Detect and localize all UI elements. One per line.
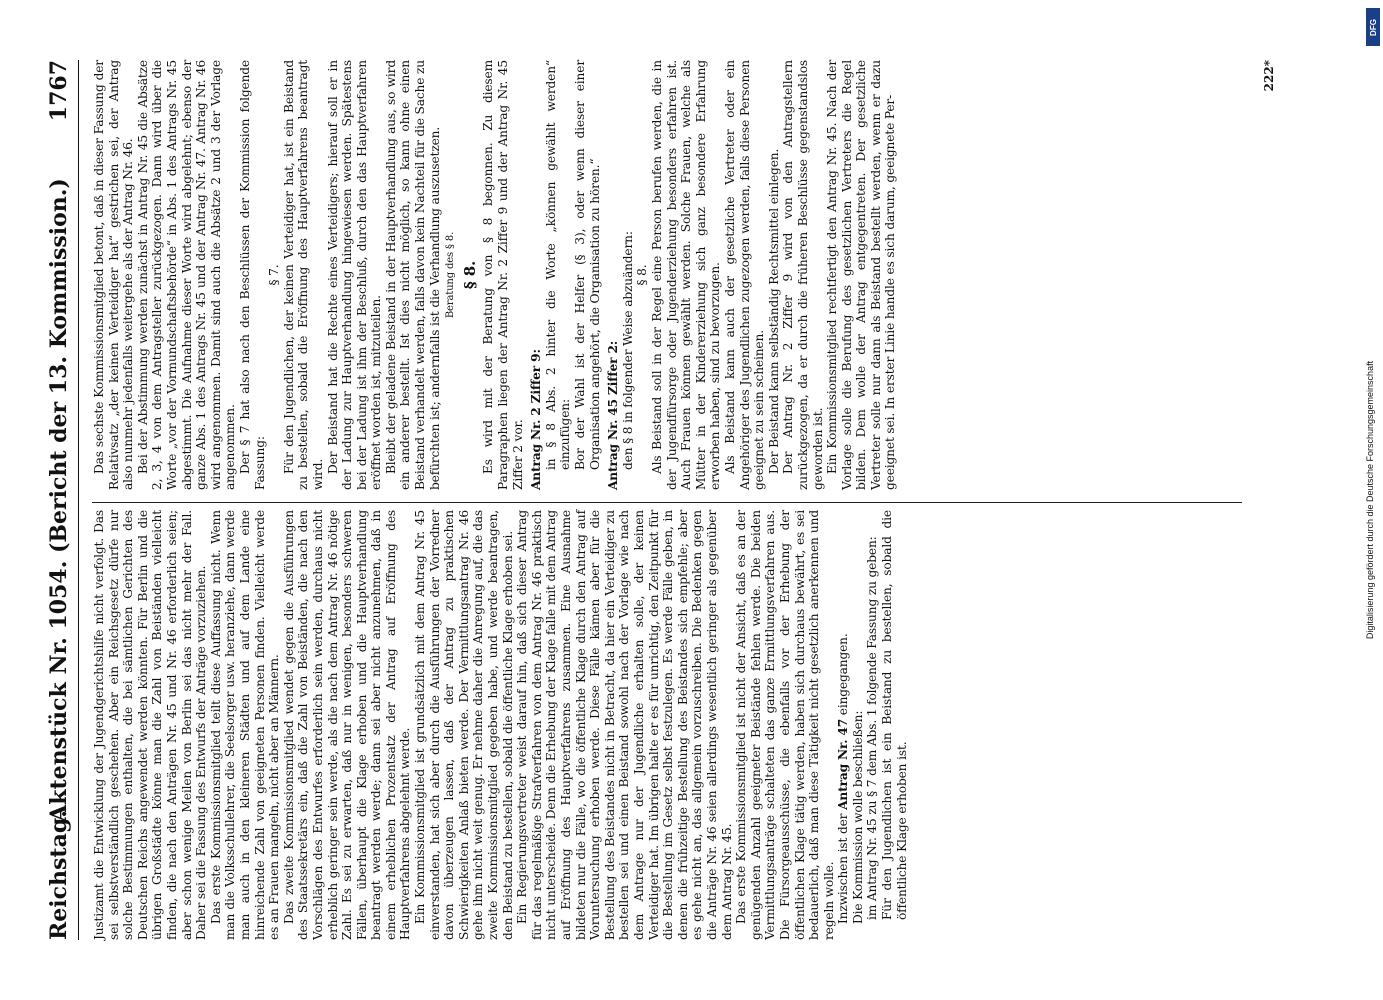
right-column (92, 60, 1262, 490)
marginal-note: Beratung des § 8. (445, 231, 457, 319)
paragraph: Für den Jugendlichen ist ein Beistand zu bestellen, sobald die öffentliche Klage erhoben ist. (880, 510, 909, 920)
paragraph: Für den Jugendlichen, der keinen Verteidiger hat, ist ein Beistand zu bestellen, sobald die Eröffnung des Hauptverfahrens beantragt wird. (281, 60, 325, 490)
paragraph: Bleibt der geladene Beistand in der Hauptverhandlung aus, so wird ein anderer bestellt. Ist dies nicht möglich, so kann ohne einen Beistand verhandelt werden, falls davon kein Nachteil für die Sache zu befürchten ist; andernfalls ist die Verhandlung auszusetzen. (383, 60, 442, 490)
text-run: Inzwischen ist der (836, 809, 851, 924)
paragraph: Bor der Wahl ist der Helfer (§ 3), oder wenn dieser einer Organisation angehört, die Organisation zu hören.“ (573, 60, 602, 470)
paragraph: Das erste Kommissionsmitglied teilt diese Auffassung nicht. Wenn man die Volksschullehrer, die Seelsorger usw. heranziehe, dann werde man auch in den kleineren Städten und auf dem Lande eine hinreichende Zahl von geeigneten Personen finden. Vielleicht werde es an Frauen mangeln, nicht aber an Männern. (208, 510, 282, 940)
paragraph: Ein Kommissionsmitglied ist grundsätzlich mit dem Antrag Nr. 45 einverstanden, hat sich aber durch die Ausführungen der Vorredner davon überzeugen lassen, daß der Antrag zu praktischen Schwierigkeiten Anlaß bieten werde. Der Vermittlungsantrag Nr. 46 gehe ihm nicht weit genug. Er nehme daher die Anregung auf, die das zweite Kommissionsmitglied gegeben habe, und werde beantragen, den Beistand zu bestellen, sobald die öffentliche Klage erhoben sei. (413, 510, 515, 940)
paragraph: Der Beistand hat die Rechte eines Verteidigers; hierauf soll er in der Ladung zur Hauptverhandlung hingewiesen werden. Spätestens bei der Ladung ist ihm der Beschluß, durch den das Hauptverfahren eröffnet worden ist, mitzuteilen. (325, 60, 384, 490)
motion-heading: Antrag Nr. 45 Ziffer 2: (606, 340, 621, 490)
page-header (40, 60, 79, 940)
section-label: § 8. (635, 264, 650, 286)
paragraph: Justizamt die Entwicklung der Jugendgerichtshilfe nicht verfolgt. Das sei selbstverständlich geschehen. Aber ein Reichsgesetz dürfe nur solche Bestimmungen enthalten, die bei sämtlichen Gerichten des Deutschen Reichs angewendet werden könnten. Für Berlin und die übrigen Großstädte könne man die Zahl von Beiständen vielleicht finden, die nach den Anträgen Nr. 45 und Nr. 46 erforderlich seien; aber schon wenige Meilen von Berlin sei das nicht mehr der Fall. Daher sei die Fassung des Entwurfs der Anträge vorzuziehen. (92, 510, 209, 940)
paragraph: Das sechste Kommissionsmitglied betont, daß in dieser Fassung der Relativsatz „der keinen Verteidiger hat“ gestrichen sei, der Antrag also nunmehr jedenfalls weitergehe als der Antrag Nr. 46. (92, 60, 136, 490)
section-label: § 7. (267, 264, 282, 286)
paragraph: Der Antrag Nr. 2 Ziffer 9 wird von den Antragstellern zurückgezogen, da er durch die früheren Beschlüsse gegenstandslos geworden ist. (781, 60, 825, 490)
paragraph: Als Beistand soll in der Regel eine Person berufen werden, die in der Jugendfürsorge oder Jugenderziehung besonders erfahren ist. Auch Frauen können gewählt werden. Solche Frauen, welche als Mütter in der Kindererziehung sich ganz besondere Erfahrung erworben haben, sind zu bevorzugen. (649, 60, 723, 490)
paragraph: Das erste Kommissionsmitglied ist nicht der Ansicht, daß es an der genügenden Anzahl geeigneter Beistände fehlen werde. Die beiden Vermittlungsanträge schalteten das ganze Ermittlungsverfahren aus. Die Fürsorgeausschüsse, die ebenfalls vor der Erhebung der öffentlichen Klage tätig werden, haben sich durchaus bewährt, es sei bedauerlich, daß man diese Tätigkeit nicht gesetzlich anerkennen und regeln wolle. (734, 510, 836, 940)
signature-mark: 222* (1262, 60, 1276, 92)
paragraph (836, 510, 851, 940)
digitization-note (1358, 10, 1382, 990)
paragraph: Ein Kommissionsmitglied rechtfertigt den Antrag Nr. 45. Nach der Vorlage solle die Berufung des gesetzlichen Vertreters die Regel bilden. Dem wolle der Antrag entgegentreten. Der gesetzliche Vertreter solle nur dann als Beistand bestellt werden, wenn er dazu geeignet sei. In erster Linie handle es sich darum, geeignete Per- (825, 60, 898, 490)
page-number: 1767 (46, 60, 72, 122)
digitization-note-text: Digitalisierung gefördert durch die Deutsche Forschungsgemeinschaft (1365, 360, 1375, 640)
left-column (92, 510, 1262, 940)
paragraph: Ein Regierungsvertreter weist darauf hin, daß sich dieser Antrag für das regelmäßige Strafverfahren von dem Antrag Nr. 46 praktisch nicht unterscheide. Denn die Erhebung der Klage falle mit dem Antrag auf Eröffnung des Hauptverfahrens zusammen. Eine Ausnahme bildeten nur die Fälle, wo die öffentliche Klage durch den Antrag auf Voruntersuchung erhoben werde. Diese Fälle kämen aber für die Bestellung des Beistandes nicht in Betracht, da hier ein Verteidiger zu bestellen sei und einen Beistand sowohl nach der Vorlage wie nach dem Antrage nur der Jugendliche erhalten solle, der keinen Verteidiger hat. Im übrigen halte er es für unrichtig, den Zeitpunkt für die Bestellung im Gesetz selbst festzulegen. Es werde Fälle geben, in denen die frühzeitige Bestellung des Beistandes sich empfehle; aber es gehe nicht an, das allgemein vorzuschreiben. Die Bedenken gegen die Anträge Nr. 46 seien allerdings wesentlich geringer als gegenüber dem Antrag Nr. 45. (515, 510, 734, 940)
section-heading: § 8. (460, 260, 479, 290)
dfg-logo-text: DFG (1368, 18, 1378, 36)
paragraph: Es wird mit der Beratung von § 8 begonnen. Zu diesem Paragraphen liegen der Antrag Nr. 2 Ziffer 9 und der Antrag Nr. 45 Ziffer 2 vor. (481, 60, 525, 490)
text-run-bold: Antrag Nr. 47 (836, 718, 851, 810)
motion-heading: Antrag Nr. 2 Ziffer 9: (529, 349, 544, 490)
text-run: eingegangen. (836, 633, 851, 719)
paragraph: Die Kommission wolle beschließen: (850, 710, 865, 924)
paragraph: Das zweite Kommissionsmitglied wendet gegen die Ausführungen des Staatssekretärs ein, daß die Zahl von Beiständen, die nach den Vorschlägen des Entwurfes erforderlich sein werden, durchaus nicht erheblich geringer sein werde, als die nach dem Antrag Nr. 46 nötige Zahl. Es sei zu erwarten, daß nur in wenigen, besonders schweren Fällen, überhaupt die Klage erhoben und die Hauptverhandlung beantragt werden werde; dann sei aber nicht anzunehmen, daß in einem erheblichen Prozentsatz der Antrag auf Eröffnung des Hauptverfahrens abgelehnt werde. (281, 510, 413, 940)
paragraph: im Antrag Nr. 45 zu § 7 dem Abs. 1 folgende Fassung zu geben: (865, 536, 880, 920)
dfg-logo (1366, 8, 1380, 46)
paragraph: Der Beistand kann selbständig Rechtsmittel einlegen. (766, 148, 781, 474)
paragraph: in § 8 Abs. 2 hinter die Worte „können gewählt werden“ einzufügen: (543, 60, 573, 470)
paragraph: Der § 7 hat also nach den Beschlüssen der Kommission folgende Fassung: (237, 60, 267, 490)
column-divider (92, 502, 1242, 503)
header-center: Aktenstück Nr. 1054. (Bericht der 13. Kommission.) (46, 178, 72, 822)
paragraph: den § 8 in folgender Weise abzuändern: (620, 231, 635, 470)
paragraph: Bei der Abstimmung werden zunächst in Antrag Nr. 45 die Absätze 2, 3, 4 von dem Antragsteller zurückgezogen. Dann wird über die Worte „vor der Vormundschaftsbehörde“ in Abs. 1 des Antrags Nr. 45 abgestimmt. Die Aufnahme dieser Worte wird abgelehnt; ebenso der ganze Abs. 1 des Antrags Nr. 45 und der Antrag Nr. 47. Antrag Nr. 46 wird angenommen. Damit sind auch die Absätze 2 und 3 der Vorlage angenommen. (135, 60, 238, 490)
paragraph: Als Beistand kann auch der gesetzliche Vertreter oder ein Angehöriger des Jugendlichen zugezogen werden, falls diese Personen geeignet zu sein scheinen. (722, 60, 767, 490)
header-left: Reichstag. (46, 810, 72, 940)
